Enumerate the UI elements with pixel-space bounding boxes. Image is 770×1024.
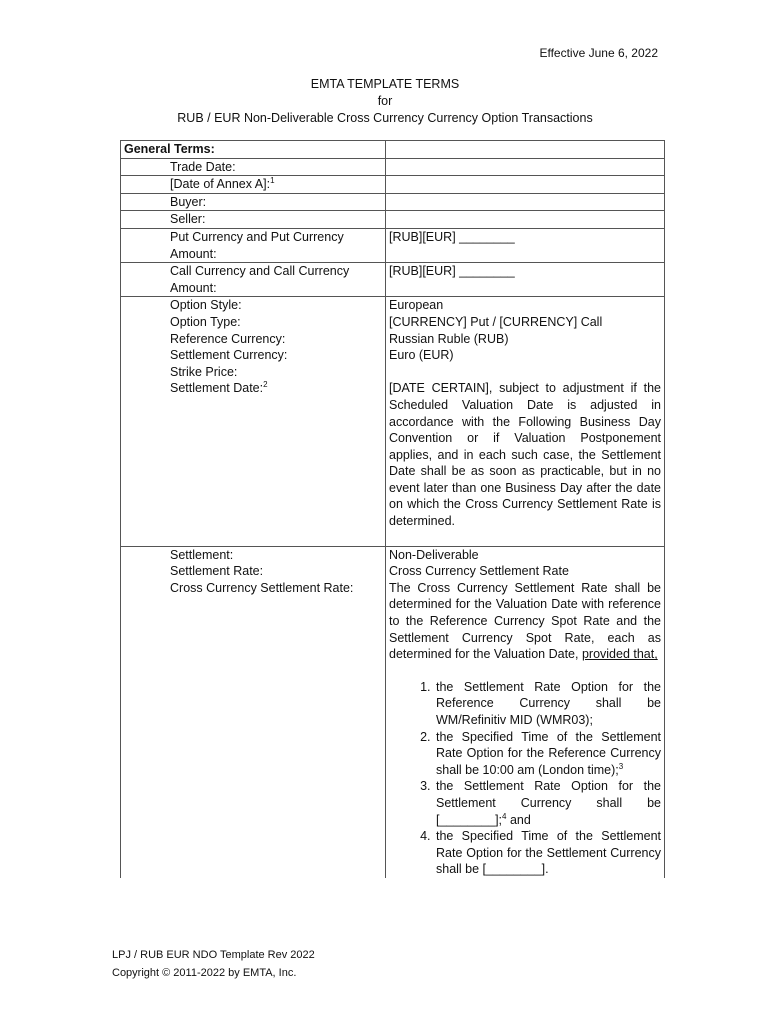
table-row <box>121 176 665 194</box>
date-annex-label: [Date of Annex A]:$^1$ <box>170 176 275 192</box>
seller-label: Seller: <box>170 212 206 227</box>
date-annex-value <box>386 176 665 194</box>
ccsr-intro: The Cross Currency Settlement Rate shall be determined for the Valuation Date with reference to the Reference Currency Spot Rate and the Settlement Currency Spot Rate, each as determined for the Valuation Date, provided that, <box>389 580 661 662</box>
settlement-value: Non-Deliverable <box>389 547 479 562</box>
trade-date-label: Trade Date: <box>170 159 236 174</box>
title-line-3: RUB / EUR Non-Deliverable Cross Currency Currency Option Transactions <box>177 111 593 125</box>
list-item: 1. the Settlement Rate Option for the Reference Currency shall be WM/Refinitiv MID (WMR03); <box>434 679 661 729</box>
table-row <box>121 263 665 297</box>
settlement-rate-value: Cross Currency Settlement Rate <box>389 564 569 579</box>
provided-that: provided that, <box>581 647 658 662</box>
table-row <box>121 211 665 229</box>
ccsr-label: Cross Currency Settlement Rate: <box>170 580 354 595</box>
put-currency-label: Put Currency and Put Currency Amount: <box>170 229 344 261</box>
table-row <box>121 546 665 878</box>
table-row <box>121 193 665 211</box>
ccsr-list <box>389 679 661 878</box>
settlement-label: Settlement: <box>170 547 234 562</box>
footnote-3: 3 <box>618 761 624 771</box>
option-style-value: European <box>389 298 444 313</box>
footnote-1: 1 <box>270 176 275 186</box>
effective-date: Effective June 6, 2022 <box>539 46 658 60</box>
strike-price-value <box>389 364 661 381</box>
put-currency-value: [RUB][EUR] ________ <box>386 228 665 262</box>
terms-table <box>120 140 665 878</box>
document-title <box>0 76 770 127</box>
section-heading: General Terms: <box>121 141 386 159</box>
title-line-2: for <box>377 94 393 108</box>
buyer-label: Buyer: <box>170 194 207 209</box>
option-type-label: Option Type: <box>170 314 241 329</box>
table-row <box>121 158 665 176</box>
ref-currency-value: Russian Ruble (RUB) <box>389 331 509 346</box>
settlement-date-label: Settlement Date:$^2$ <box>170 380 268 396</box>
footer-copyright: Copyright © 2011-2022 by EMTA, Inc. <box>112 967 297 979</box>
call-currency-value: [RUB][EUR] ________ <box>386 263 665 297</box>
table-row <box>121 141 665 159</box>
footer <box>112 946 315 982</box>
settle-currency-value: Euro (EUR) <box>389 348 454 363</box>
settlement-date-value: [DATE CERTAIN], subject to adjustment if the Scheduled Valuation Date is adjusted in accordance with the Following Business Day Convention or if Valuation Postponement applies, and in each such case, the Settlement Date shall be as soon as practicable, but in no event later than one Business Day after the date on which the Cross Currency Settlement Rate is determined. <box>389 381 661 529</box>
trade-date-value <box>386 158 665 176</box>
footnote-4: 4 <box>502 811 507 821</box>
option-style-label: Option Style: <box>170 298 242 313</box>
list-item: 4. the Specified Time of the Settlement Rate Option for the Settlement Currency shall be [________]. <box>434 828 661 878</box>
title-line-1: EMTA TEMPLATE TERMS <box>310 77 460 91</box>
strike-price-label: Strike Price: <box>170 364 238 379</box>
settlement-rate-label: Settlement Rate: <box>170 564 264 579</box>
seller-value <box>386 211 665 229</box>
table-row <box>121 228 665 262</box>
list-item: 2. the Specified Time of the Settlement Rate Option for the Reference Currency shall be 10:00 am (London time);$^3$ <box>434 729 661 779</box>
empty-cell <box>386 141 665 159</box>
buyer-value <box>386 193 665 211</box>
call-currency-label: Call Currency and Call Currency Amount: <box>170 264 350 295</box>
table-row <box>121 297 665 546</box>
settle-currency-label: Settlement Currency: <box>170 348 288 363</box>
footer-template-rev: LPJ / RUB EUR NDO Template Rev 2022 <box>112 949 315 961</box>
list-item: 3. the Settlement Rate Option for the Settlement Currency shall be [________];$^4$ and <box>434 778 661 828</box>
ref-currency-label: Reference Currency: <box>170 331 286 346</box>
footnote-2: 2 <box>263 380 268 390</box>
option-type-value: [CURRENCY] Put / [CURRENCY] Call <box>389 314 603 329</box>
